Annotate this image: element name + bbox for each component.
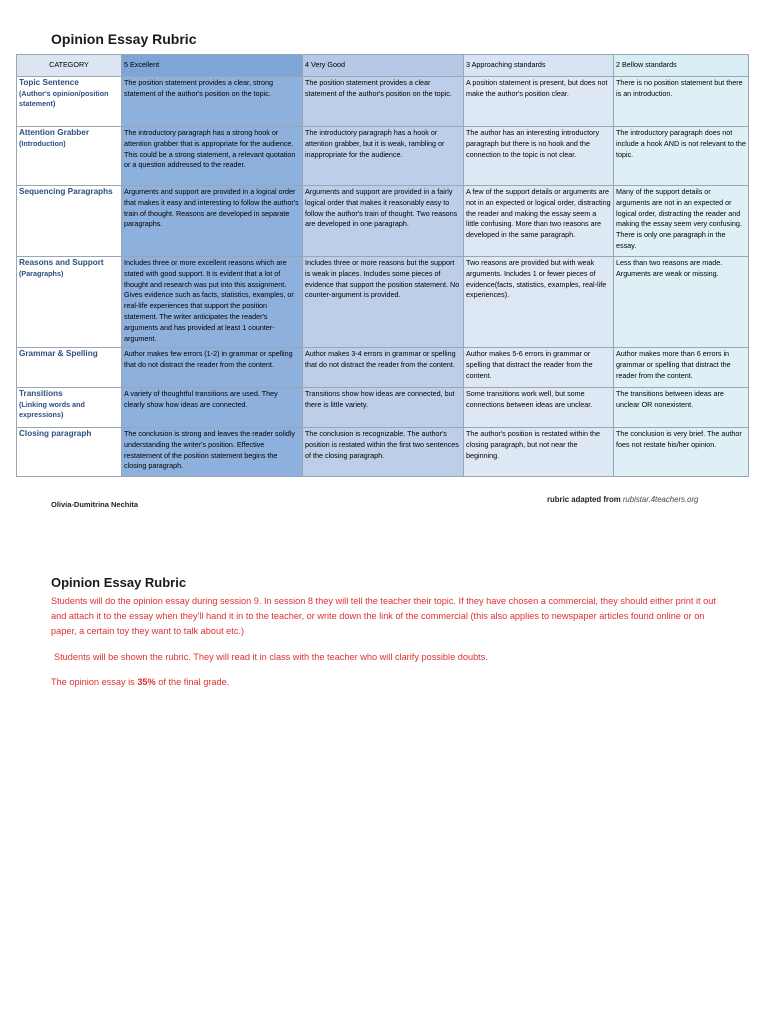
category-subtitle: (Linking words and expressions) — [19, 399, 85, 419]
table-row — [17, 77, 749, 127]
page-title: Opinion Essay Rubric — [51, 31, 197, 47]
category-cell — [17, 257, 122, 348]
cell-approaching: The author's position is restated within the closing paragraph, but not near the beginning. — [464, 428, 614, 477]
category-subtitle: (Paragraphs) — [19, 268, 64, 278]
cell-very-good: The conclusion is recognizable. The author's position is restated within the first two sentences of the closing paragraph. — [303, 428, 464, 477]
header-category: CATEGORY — [17, 55, 122, 77]
table-row — [17, 428, 749, 477]
cell-very-good: Transitions show how ideas are connected, but there is little variety. — [303, 388, 464, 428]
author-name: Olivia-Dumitrina Nechita — [51, 500, 139, 509]
table-header-row — [17, 55, 749, 77]
header-approaching: 3 Approaching standards — [464, 55, 614, 77]
category-subtitle: (Introduction) — [19, 138, 66, 148]
cell-approaching: Two reasons are provided but with weak arguments. Includes 1 or fewer pieces of evidence(facts, statistics, examples, real-life experiences). — [464, 257, 614, 348]
category-cell — [17, 428, 122, 477]
cell-approaching: A position statement is present, but does not make the author's position clear. — [464, 77, 614, 127]
rubric-paragraph: Students will be shown the rubric. They will read it in class with the teacher who will clarify possible doubts. — [54, 652, 488, 662]
header-bellow: 2 Bellow standards — [614, 55, 749, 77]
table-row — [17, 348, 749, 388]
category-cell — [17, 348, 122, 388]
grade-text-before: The opinion essay is — [51, 677, 138, 687]
cell-bellow: The conclusion is very brief. The author foes not restate his/her opinion. — [614, 428, 749, 477]
category-title: Closing paragraph — [19, 429, 92, 438]
cell-excellent: The introductory paragraph has a strong hook or attention grabber that is appropriate for the audience. This could be a strong statement, a relevant quotation or a question addressed to the reader. — [122, 127, 303, 186]
cell-very-good: Author makes 3-4 errors in grammar or spelling that do not distract the reader from the content. — [303, 348, 464, 388]
cell-approaching: A few of the support details or arguments are not in an expected or logical order, distracting the reader and making the essay seem a little confusing. More than two reasons are developed in the same paragraph. — [464, 186, 614, 257]
cell-excellent: The position statement provides a clear, strong statement of the author's position on the topic. — [122, 77, 303, 127]
category-title: Topic Sentence — [19, 78, 79, 87]
cell-very-good: The position statement provides a clear statement of the author's position on the topic. — [303, 77, 464, 127]
category-cell — [17, 77, 122, 127]
grade-text-after: of the final grade. — [155, 677, 230, 687]
category-title: Sequencing Paragraphs — [19, 187, 113, 196]
cell-bellow: The introductory paragraph does not include a hook AND is not relevant to the topic. — [614, 127, 749, 186]
cell-very-good: Arguments and support are provided in a fairly logical order that makes it reasonably easy to follow the author's train of thought. Two reasons are developed in one paragraph. — [303, 186, 464, 257]
category-title: Reasons and Support — [19, 258, 104, 267]
table-row — [17, 257, 749, 348]
cell-bellow: There is no position statement but there is an introduction. — [614, 77, 749, 127]
header-very-good: 4 Very Good — [303, 55, 464, 77]
cell-excellent: A variety of thoughtful transitions are used. They clearly show how ideas are connected. — [122, 388, 303, 428]
rubric-table — [16, 54, 749, 477]
credit-label: rubric adapted from — [547, 495, 621, 504]
category-subtitle: (Author's opinion/position statement) — [19, 88, 109, 108]
table-row — [17, 127, 749, 186]
category-cell — [17, 388, 122, 428]
table-row — [17, 388, 749, 428]
table-row — [17, 186, 749, 257]
instructions-paragraph: Students will do the opinion essay during session 9. In session 8 they will tell the teacher their topic. If they have chosen a commercial, they should either print it out and attach it to the essay when they'll hand it in to the teacher, or write down the link of the commercial (this also applies to newspaper articles found online or on paper, a certain toy they want to talk about etc.) — [51, 596, 716, 637]
category-cell — [17, 127, 122, 186]
cell-bellow: Author makes more than 6 errors in grammar or spelling that distract the reader from the content. — [614, 348, 749, 388]
cell-bellow: Many of the support details or arguments are not in an expected or logical order, distracting the reader and making the essay seem very confusing. There is only one paragraph in the essay. — [614, 186, 749, 257]
grade-percentage: 35% — [137, 677, 156, 687]
cell-bellow: Less than two reasons are made. Arguments are weak or missing. — [614, 257, 749, 348]
category-title: Grammar & Spelling — [19, 349, 98, 358]
cell-excellent: Includes three or more excellent reasons which are stated with good support. It is evident that a lot of thought and research was put into this assignment. Gives evidence such as facts, statistics, examples, or real-life experiences that support the position statement. The writer anticipates the reader's arguments and has provided at least 1 counter-argument. — [122, 257, 303, 348]
cell-very-good: The introductory paragraph has a hook or attention grabber, but it is weak, rambling or inappropriate for the audience. — [303, 127, 464, 186]
category-title: Transitions — [19, 389, 63, 398]
cell-approaching: Author makes 5-6 errors in grammar or spelling that distract the reader from the content. — [464, 348, 614, 388]
rubric-credit — [547, 495, 698, 504]
category-cell — [17, 186, 122, 257]
cell-excellent: Author makes few errors (1-2) in grammar or spelling that do not distract the reader from the content. — [122, 348, 303, 388]
cell-excellent: Arguments and support are provided in a logical order that makes it easy and interesting to follow the author's train of thought. Reasons are developed in separate paragraphs. — [122, 186, 303, 257]
cell-excellent: The conclusion is strong and leaves the reader solidly understanding the writer's position. Effective restatement of the position statement begins the closing paragraph. — [122, 428, 303, 477]
grade-paragraph — [51, 675, 721, 690]
cell-bellow: The transitions between ideas are unclear OR nonexistent. — [614, 388, 749, 428]
cell-approaching: Some transitions work well, but some connections between ideas are unclear. — [464, 388, 614, 428]
cell-very-good: Includes three or more reasons but the support is weak in places. Includes some pieces of evidence that support the position statement. No counter-argument is provided. — [303, 257, 464, 348]
category-title: Attention Grabber — [19, 128, 90, 137]
header-excellent: 5 Excellent — [122, 55, 303, 77]
section-title: Opinion Essay Rubric — [51, 575, 187, 590]
cell-approaching: The author has an interesting introductory paragraph but there is no hook and the connection to the topic is not clear. — [464, 127, 614, 186]
credit-source: rubistar.4teachers.org — [622, 495, 699, 504]
